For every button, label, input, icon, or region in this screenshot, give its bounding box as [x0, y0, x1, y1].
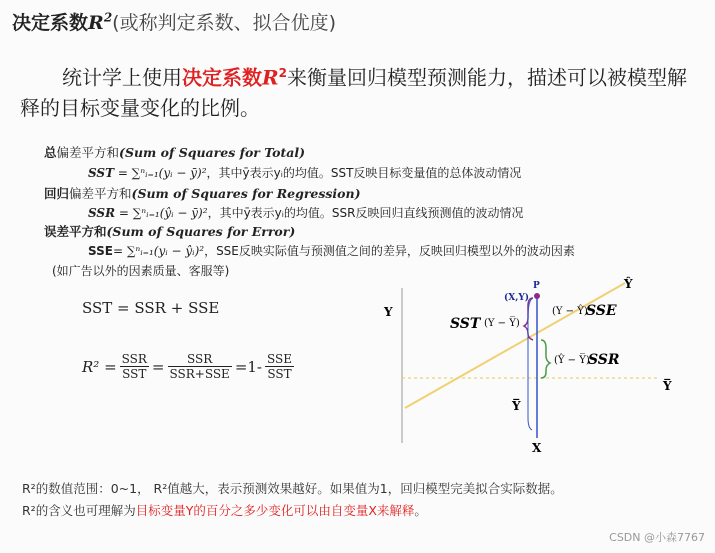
intro-sup: 2: [278, 66, 287, 80]
title-sup: 2: [103, 10, 113, 25]
ssr-brace: [541, 340, 550, 378]
equation-r2: [82, 352, 294, 381]
ssr-lhs: SSR: [88, 206, 116, 220]
intro-symbol: R: [262, 65, 279, 90]
ssr-formula: [88, 204, 524, 221]
ssr-diagram-label: SSR: [588, 352, 620, 368]
frac2-den: SSR+SSE: [169, 367, 230, 381]
meaning-pre: R²的含义也可理解为: [22, 503, 136, 518]
point-p-label: P: [533, 281, 540, 291]
sst-expr: = ∑ⁿᵢ₌₁(yᵢ − ȳ)²: [114, 166, 207, 180]
frac2-num: SSR: [168, 352, 232, 367]
sse-formula: [88, 242, 575, 259]
sst-diagram-expr: (Y − Y̅): [484, 318, 520, 329]
y-axis-label: Y: [384, 305, 393, 319]
title-paren: (或称判定系数、拟合优度): [112, 12, 336, 34]
meaning-highlight: 目标变量Y的百分之多少变化可以由自变量X来解释: [135, 503, 415, 518]
sse-heading: [44, 222, 295, 240]
equation-sst: SST = SSR + SSE: [82, 299, 220, 317]
sse-head-bold: 误差平方和: [44, 224, 107, 239]
sst-diagram-label: SST: [450, 316, 481, 332]
eq-b: =1-: [234, 357, 262, 376]
r2-lhs: R² =: [82, 357, 117, 376]
point-label: (X,Y): [504, 293, 530, 303]
regression-diagram: [370, 268, 680, 458]
title-symbol: R: [88, 12, 104, 34]
sst-head-en: (Sum of Squares for Total): [119, 145, 305, 160]
sse-desc: ，SSE反映实际值与预测值之间的差异，反映回归模型以外的波动因素: [204, 244, 575, 258]
intro-highlight: 决定系数: [182, 65, 262, 90]
sst-head-bold: 总: [44, 145, 57, 160]
y-bar-left-label: Y̅: [512, 399, 521, 413]
fraction-ssr-total: [168, 352, 232, 381]
sse-head-en: (Sum of Squares for Error): [106, 224, 296, 239]
ssr-expr: = ∑ⁿᵢ₌₁(ŷᵢ − ȳ)²: [115, 206, 208, 220]
watermark: CSDN @小森7767: [609, 531, 705, 544]
ssr-diagram-expr: (Ŷ − Y̅): [554, 355, 590, 366]
ssr-head-en: (Sum of Squares for Regression): [131, 186, 361, 201]
frac3-num: SSE: [267, 352, 292, 366]
sst-desc: ，其中ȳ表示yᵢ的均值。SST反映目标变量值的总体波动情况: [206, 166, 522, 180]
sst-lhs: SST: [88, 166, 114, 180]
range-note: R²的数值范围：0~1， R²值越大，表示预测效果越好。如果值为1，回归模型完美拟合实际数据。: [22, 481, 563, 496]
y-hat-label: Ŷ: [624, 277, 633, 291]
data-point: [534, 293, 540, 299]
ssr-head-cn: 偏差平方和: [69, 186, 132, 201]
sse-expr: = ∑ⁿᵢ₌₁(yᵢ − ŷᵢ)²: [112, 244, 205, 258]
meaning-note: [22, 501, 427, 519]
frac1-num: SSR: [121, 352, 147, 366]
ssr-heading: [44, 184, 361, 202]
fraction-sse-sst: [265, 352, 294, 381]
intro-pre: 统计学上使用: [62, 65, 182, 90]
fraction-ssr-sst: [120, 352, 149, 381]
sse-diagram-expr: (Y − Ŷ): [552, 306, 588, 317]
y-bar-label: Y̅: [663, 379, 672, 393]
title-main: 决定系数: [12, 12, 89, 34]
x-axis-label: X: [532, 441, 542, 455]
eq-a: =: [151, 357, 165, 376]
sst-formula: [88, 164, 521, 181]
sse-note: (如广告以外的因素质量、客服等): [52, 264, 230, 278]
sse-lhs: SSE: [88, 244, 113, 258]
ssr-desc: ，其中ȳ表示yᵢ的均值。SSR反映回归直线预测值的波动情况: [207, 206, 524, 220]
intro-paragraph: [20, 58, 700, 123]
meaning-post: 。: [414, 503, 427, 518]
ssr-head-bold: 回归: [44, 186, 70, 201]
intro-post: 来衡量回归模型预测能力，描述可以被模型解释的目标变量变化的比例。: [20, 65, 687, 120]
frac1-den: SST: [122, 367, 147, 381]
sse-diagram-label: SSE: [586, 303, 617, 319]
frac3-den: SST: [267, 367, 292, 381]
page-title: [12, 8, 336, 35]
sst-head-cn: 偏差平方和: [56, 145, 120, 160]
sst-heading: [44, 143, 305, 161]
